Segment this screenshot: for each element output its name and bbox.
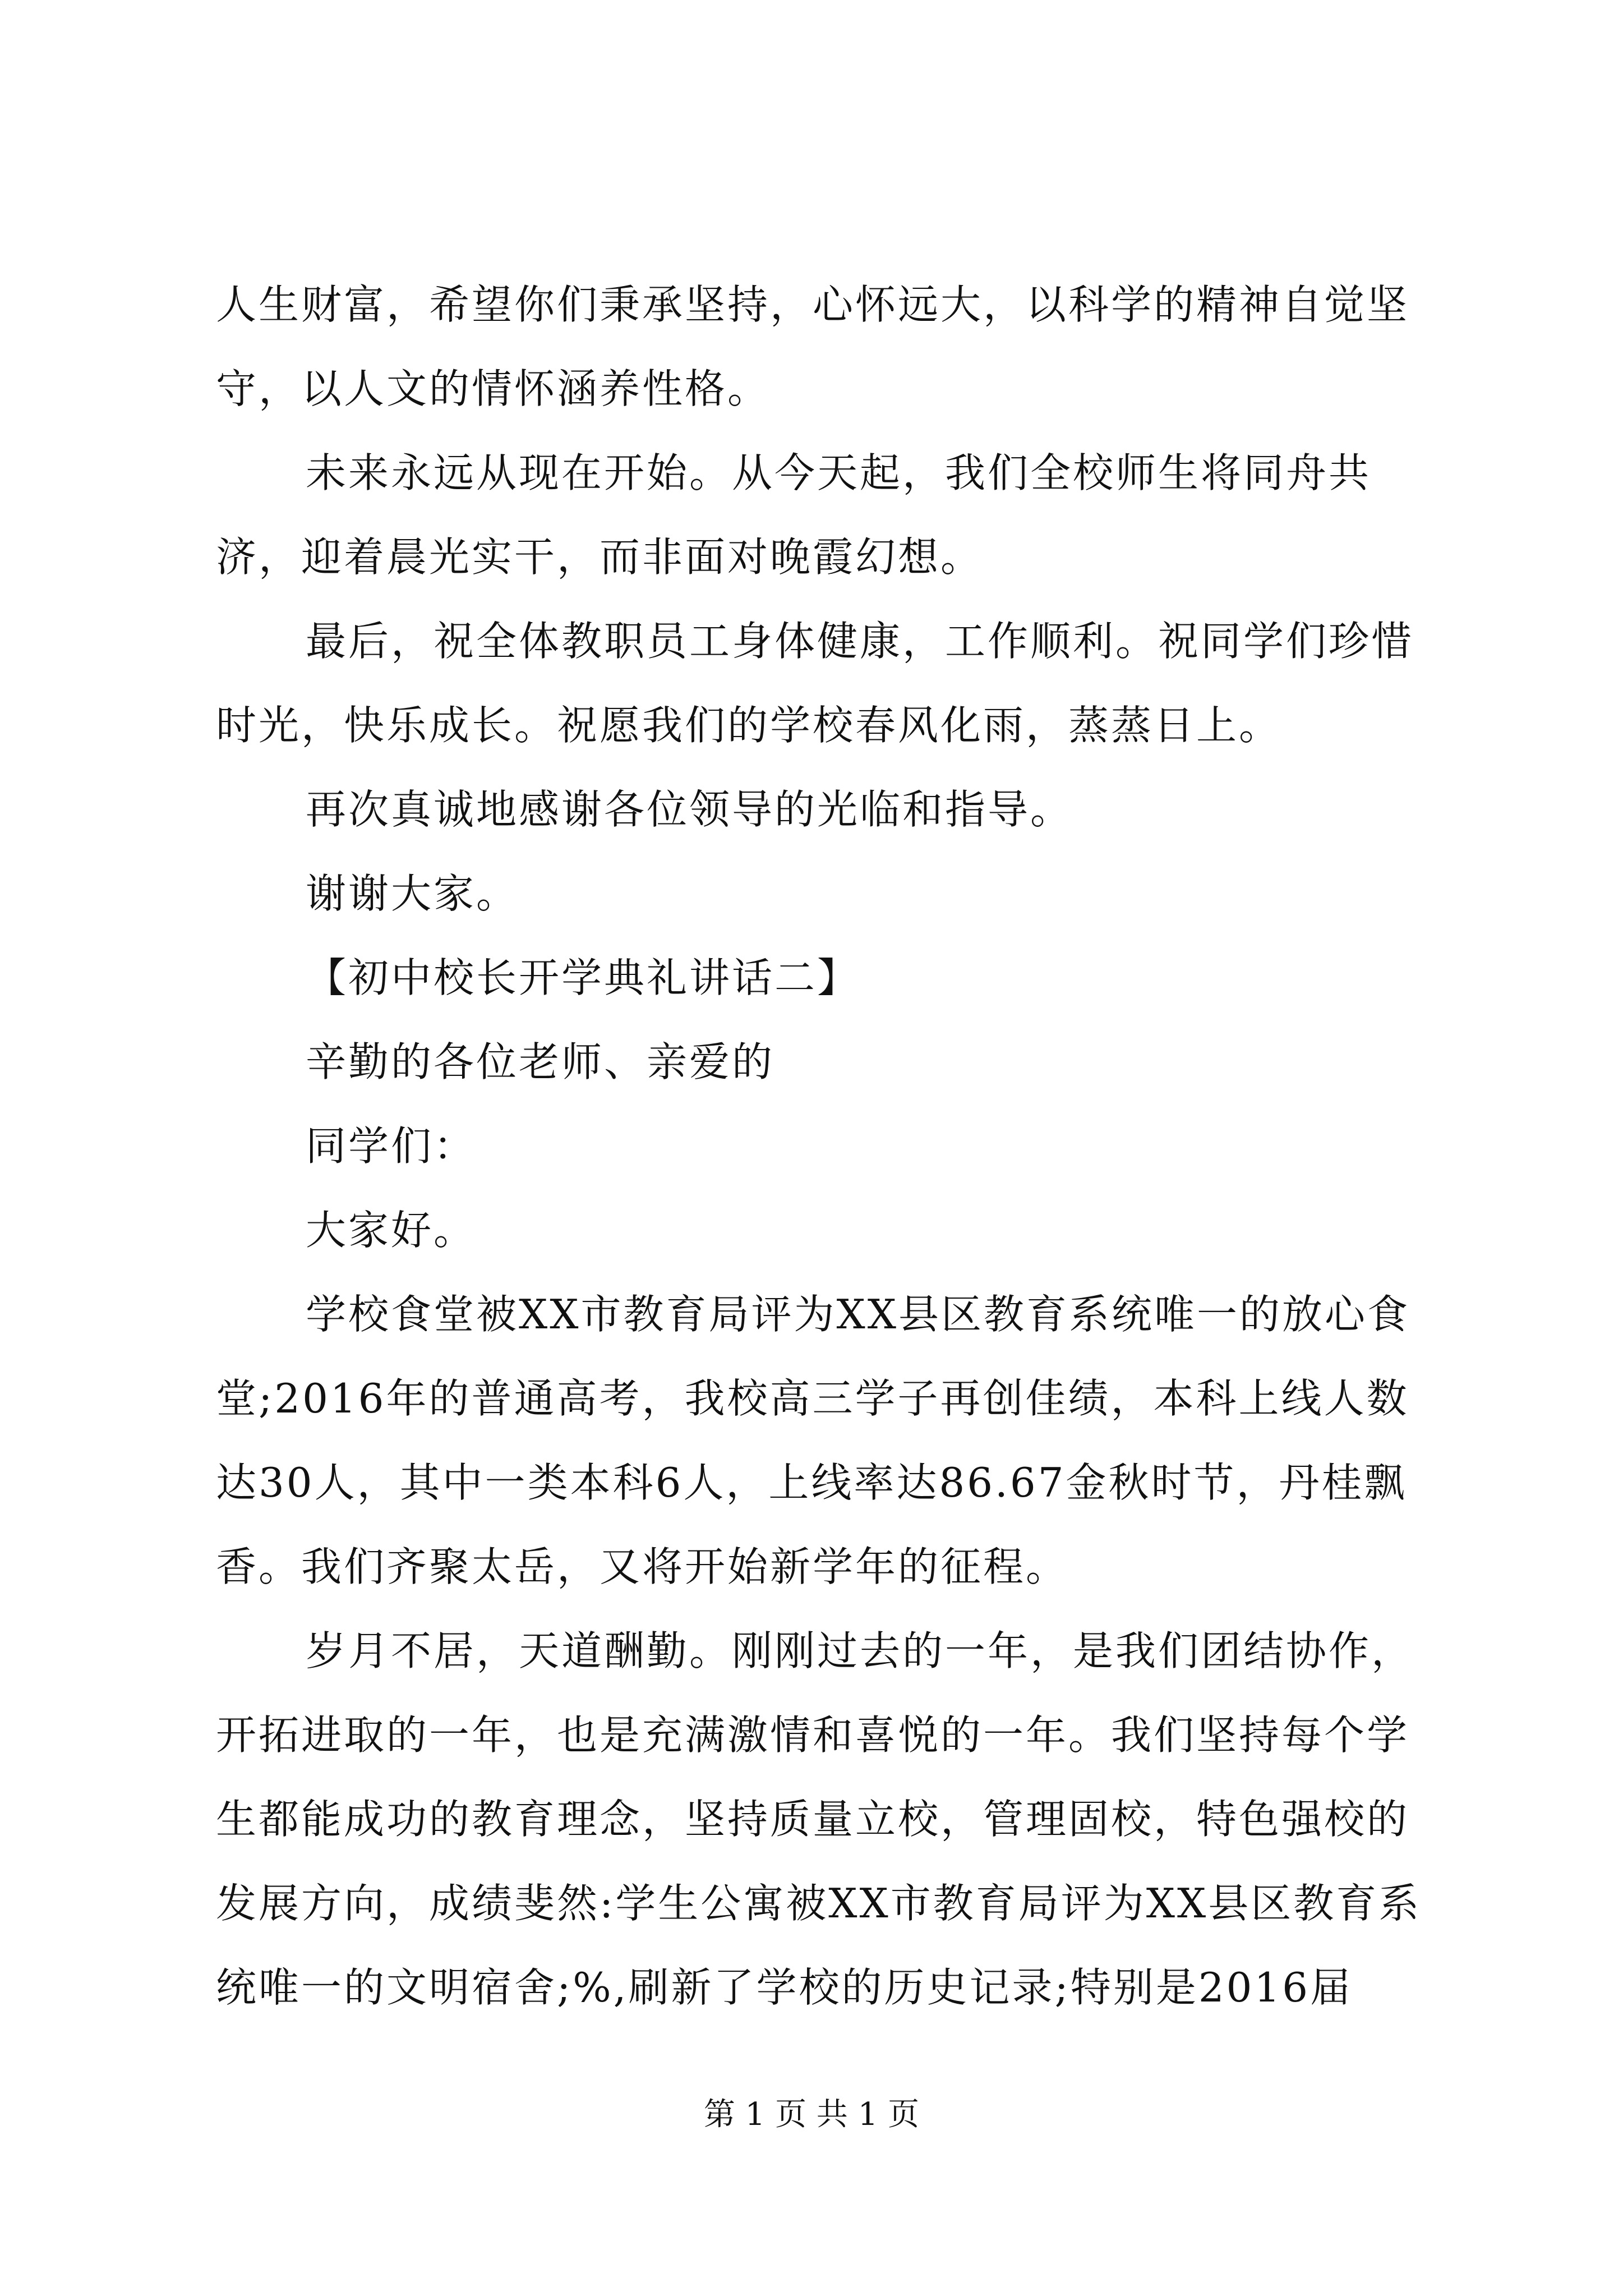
section-heading: 【初中校长开学典礼讲话二】: [306, 954, 860, 1001]
salutation-line-2: 同学们：: [306, 1122, 477, 1170]
document-body: [216, 263, 1422, 2030]
salutation-line-1: 辛勤的各位老师、亲爱的: [306, 1038, 775, 1085]
paragraph-11: 岁月不居，天道酬勤。刚刚过去的一年，是我们团结协作，开拓进取的一年，也是充满激情和喜悦的一年。我们坚持每个学生都能成功的教育理念，坚持质量立校，管理固校，特色强校的发展方向，成绩斐然:学生公寓被XX市教育局评为XX县区教育系统唯一的文明宿舍;%,刷新了学校的历史记录;特别是2016届: [216, 1627, 1422, 2011]
paragraph-1: 人生财富，希望你们秉承坚持，心怀远大，以科学的精神自觉坚守，以人文的情怀涵养性格。: [216, 281, 1410, 412]
paragraph-5: 谢谢大家。: [306, 870, 519, 917]
paragraph-4: 再次真诚地感谢各位领导的光临和指导。: [306, 786, 1073, 833]
greeting: 大家好。: [306, 1207, 477, 1254]
paragraph-3: 最后，祝全体教职员工身体健康，工作顺利。祝同学们珍惜时光，快乐成长。祝愿我们的学校春风化雨，蒸蒸日上。: [216, 618, 1414, 749]
page-footer: 第 1 页 共 1 页: [703, 2096, 920, 2133]
paragraph-10: 学校食堂被XX市教育局评为XX县区教育系统唯一的放心食堂;2016年的普通高考，我校高三学子再创佳绩，本科上线人数达30人，其中一类本科6人，上线率达86.67金秋时节，丹桂飘香。我们齐聚太岳，又将开始新学年的征程。: [216, 1291, 1410, 1590]
paragraph-2: 未来永远从现在开始。从今天起，我们全校师生将同舟共济，迎着晨光实干，而非面对晚霞幻想。: [216, 449, 1372, 581]
